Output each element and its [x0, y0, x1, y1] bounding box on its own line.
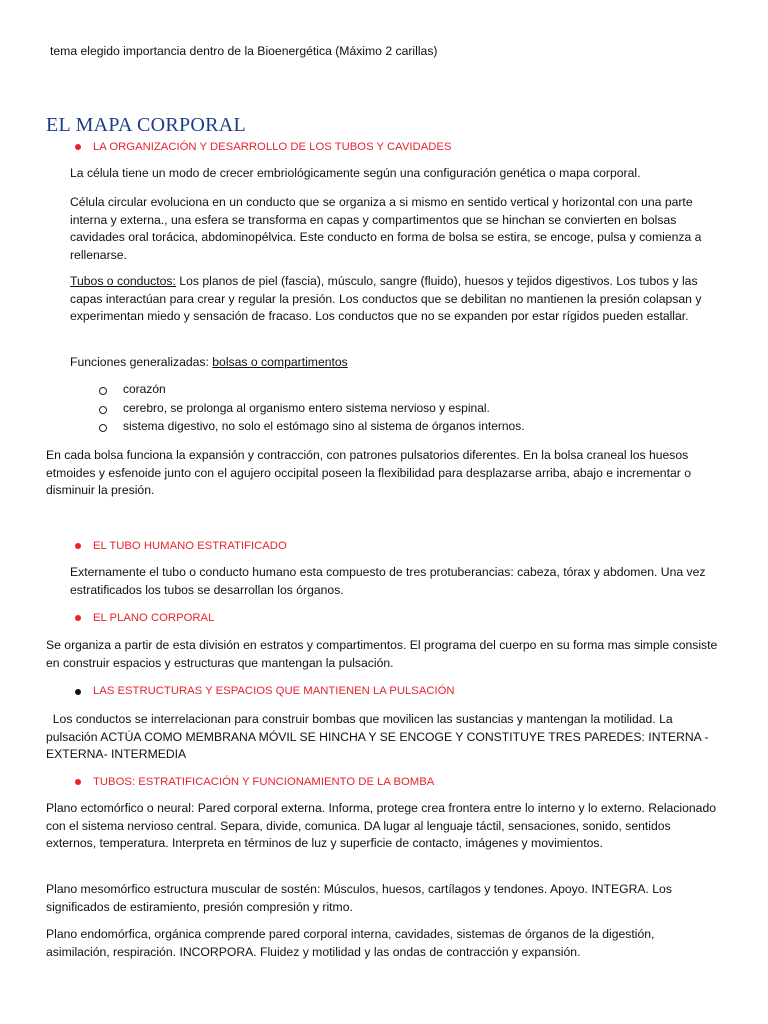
- bullet-icon: [75, 779, 81, 785]
- paragraph-tubo-externo: Externamente el tubo o conducto humano esta compuesto de tres protuberancias: cabeza, tórax y abdomen. Una vez estratificados los tubos se desarrollan los órganos.: [70, 565, 706, 597]
- list-item-corazon: corazón: [123, 382, 166, 396]
- list-item-digestivo: sistema digestivo, no solo el estómago sino al sistema de órganos internos.: [123, 419, 525, 433]
- tubos-lead: Tubos o conductos:: [70, 274, 176, 288]
- list-circle-icon: [99, 406, 107, 414]
- page-title: EL MAPA CORPORAL: [46, 114, 247, 136]
- section-heading-tubo-humano: EL TUBO HUMANO ESTRATIFICADO: [93, 540, 287, 552]
- section-heading-plano-corporal: EL PLANO CORPORAL: [93, 612, 215, 624]
- section-heading-estructuras: LAS ESTRUCTURAS Y ESPACIOS QUE MANTIENEN LA PULSACIÓN: [93, 685, 455, 697]
- bullet-icon: [75, 689, 81, 695]
- paragraph-bolsa-craneal: En cada bolsa funciona la expansión y contracción, con patrones pulsatorios diferentes. En la bolsa craneal los huesos etmoides y esfenoide junto con el agujero occipital poseen la flexibilidad para desplazarse arriba, abajo e incrementar o disminuir la presión.: [46, 448, 691, 497]
- paragraph-plano-mesomorfico: Plano mesomórfico estructura muscular de sostén: Músculos, huesos, cartílagos y tendones. Apoyo. INTEGRA. Los significados de estiramiento, presión compresión y ritmo.: [46, 882, 672, 914]
- document-header: tema elegido importancia dentro de la Bioenergética (Máximo 2 carillas): [50, 44, 438, 58]
- list-item-cerebro: cerebro, se prolonga al organismo entero sistema nervioso y espinal.: [123, 401, 490, 415]
- list-circle-icon: [99, 387, 107, 395]
- funciones-underlined: bolsas o compartimentos: [212, 355, 348, 369]
- paragraph-conductos-bombas: Los conductos se interrelacionan para construir bombas que movilicen las sustancias y mantengan la motilidad. La pulsación ACTÚA COMO MEMBRANA MÓVIL SE HINCHA Y SE ENCOGE Y CONSTITUYE TRES PAREDES: INTERNA - EXTERNA- INTERMEDIA: [46, 712, 712, 761]
- paragraph-funciones: [70, 354, 720, 372]
- paragraph-celula-circular: Célula circular evoluciona en un conducto que se organiza a si mismo en sentido vertical y horizontal con una parte interna y externa., una esfera se transforma en capas y compartimentos que se hinchan se convierten en bolsas cavidades oral torácica, abdominopélvica. Este conducto en forma de bolsa se estira, se encoge, pulsa y comienza a rellenarse.: [70, 195, 702, 262]
- paragraph-plano-corporal: Se organiza a partir de esta división en estratos y compartimentos. El programa del cuerpo en su forma mas simple consiste en construir espacios y estructuras que mantengan la pulsación.: [46, 638, 718, 670]
- paragraph-celula-modo: La célula tiene un modo de crecer embriológicamente según una configuración genética o mapa corporal.: [70, 166, 641, 180]
- section-heading-tubos-bomba: TUBOS: ESTRATIFICACIÓN Y FUNCIONAMIENTO DE LA BOMBA: [93, 776, 435, 788]
- tubos-rest: Los planos de piel (fascia), músculo, sangre (fluido), huesos y tejidos digestivos. Los tubos y las capas interactúan para crear y regular la presión. Los conductos que se debilitan no mantienen la presión colapsan y experimentan miedo y sensación de fracaso. Los conductos que no se expanden por estar rígidos pueden estallar.: [70, 274, 702, 323]
- paragraph-plano-ectomorfico: Plano ectomórfico o neural: Pared corporal externa. Informa, protege crea frontera entre lo interno y lo externo. Relacionado con el sistema nervioso central. Separa, divide, comunica. DA lugar al lenguaje táctil, sensaciones, sonido, sentidos externos, temperatura. Interpreta en términos de luz y superficie de contacto, imágenes y movimientos.: [46, 801, 717, 850]
- bullet-icon: [75, 543, 81, 549]
- list-circle-icon: [99, 424, 107, 432]
- bullet-icon: [75, 615, 81, 621]
- funciones-lead: Funciones generalizadas:: [70, 355, 213, 369]
- bullet-icon: [75, 144, 81, 150]
- paragraph-tubos-conductos: [70, 273, 720, 326]
- section-heading-organizacion: LA ORGANIZACIÓN Y DESARROLLO DE LOS TUBOS Y CAVIDADES: [93, 141, 452, 153]
- paragraph-plano-endomorfico: Plano endomórfica, orgánica comprende pared corporal interna, cavidades, sistemas de órganos de la digestión, asimilación, respiración. INCORPORA. Fluidez y motilidad y las ondas de contracción y expansión.: [46, 927, 655, 959]
